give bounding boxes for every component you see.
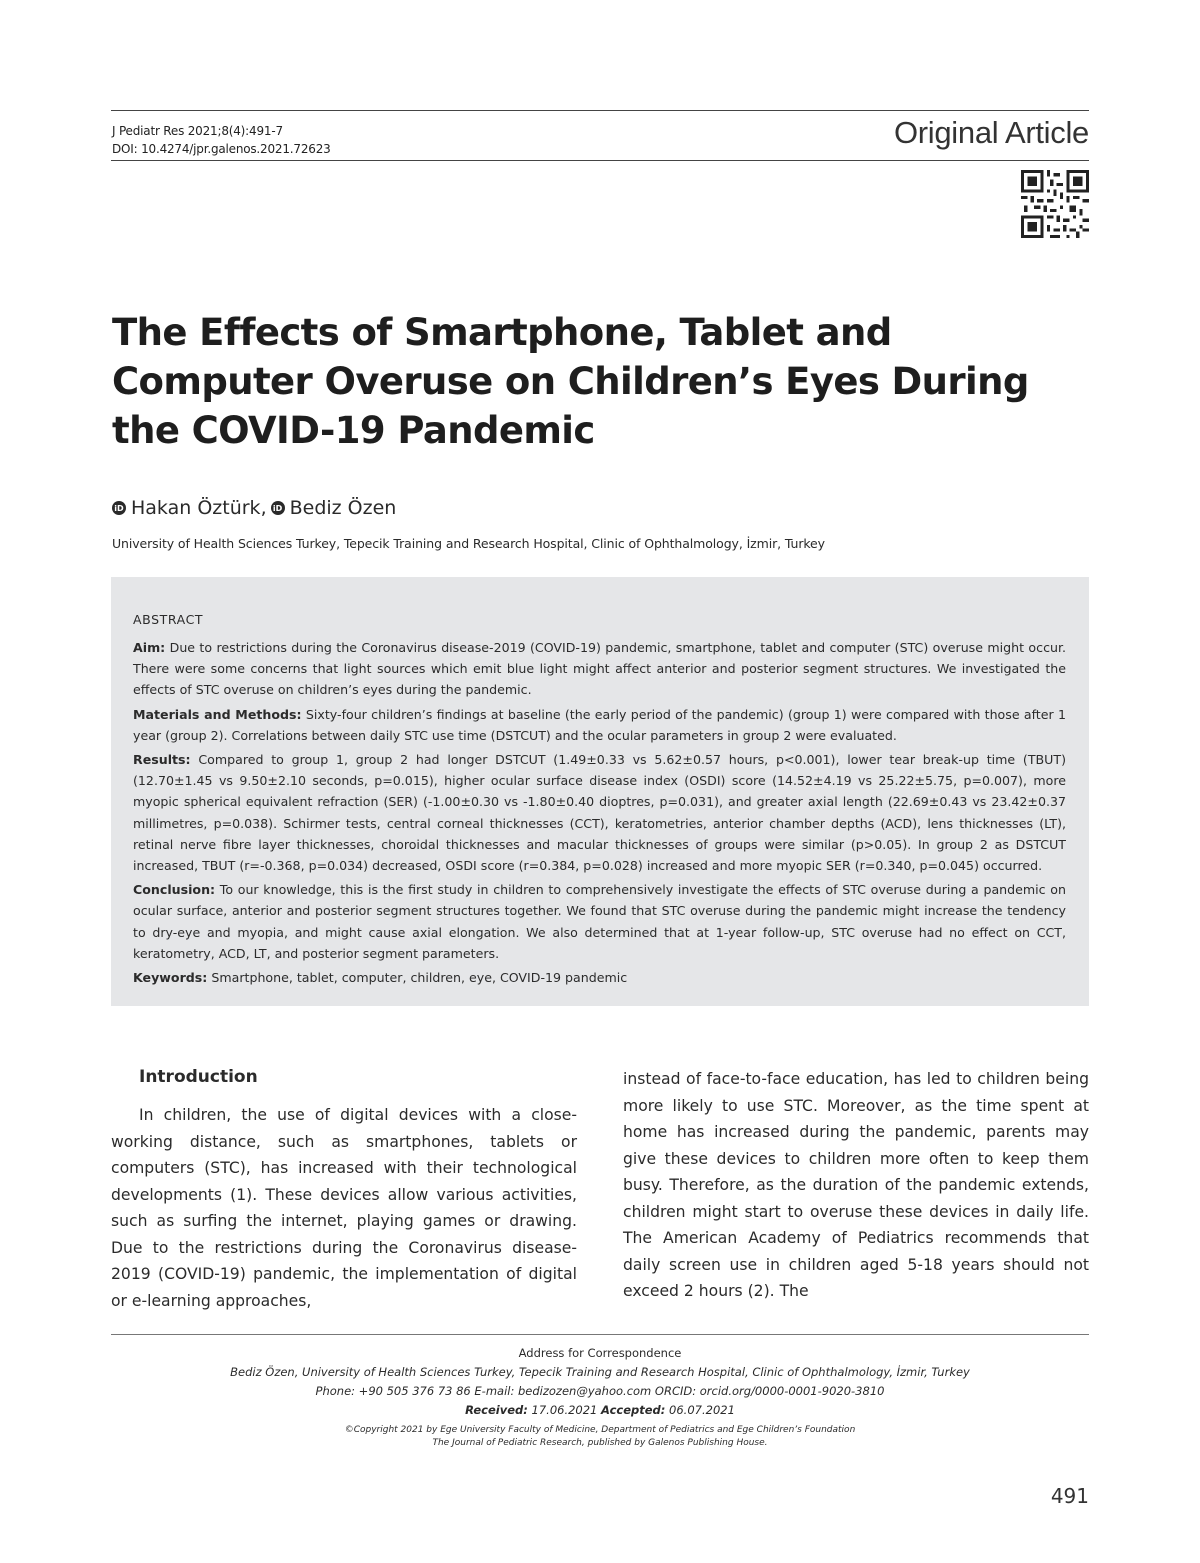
- body-column-right: [623, 1066, 1089, 1305]
- journal-reference: [112, 122, 331, 158]
- publisher-line: The Journal of Pediatric Research, published by Galenos Publishing House.: [432, 1438, 768, 1448]
- copyright-line: ©Copyright 2021 by Ege University Faculty of Medicine, Department of Pediatrics and Ege Children’s Foundation: [344, 1425, 856, 1435]
- intro-paragraph-left: In children, the use of digital devices with a close-working distance, such as smartphones, tablets or computers (STC), has increased with their technological developments (1). These devices allow various activities, such as surfing the internet, playing games or drawing. Due to the restrictions during the Coronavirus disease-2019 (COVID-19) pandemic, the implementation of digital or e-learning approaches,: [111, 1106, 577, 1310]
- introduction-heading: Introduction: [139, 1067, 258, 1087]
- dates-line: [111, 1401, 1089, 1420]
- accepted-label: Accepted:: [601, 1403, 666, 1417]
- received-label: Received:: [465, 1403, 528, 1417]
- abstract-conclusion: [133, 879, 1066, 964]
- author-separator: ,: [260, 497, 267, 519]
- abstract-heading: ABSTRACT: [133, 612, 204, 627]
- abstract-keywords: [133, 967, 1066, 988]
- author-name: Bediz Özen: [289, 497, 397, 519]
- correspondence-heading: Address for Correspondence: [518, 1346, 682, 1360]
- orcid-icon[interactable]: iD: [271, 501, 285, 515]
- intro-paragraph-right: instead of face-to-face education, has led to children being more likely to use STC. Moreover, as the time spent at home has increased during the pandemic, parents may give these devices to children more often to keep them busy. Therefore, as the duration of the pandemic extends, children might start to overuse these devices in daily life. The American Academy of Pediatrics recommends that daily screen use in children aged 5-18 years should not exceed 2 hours (2). The: [623, 1070, 1089, 1300]
- header-bottom-rule: [111, 160, 1089, 161]
- results-text: Compared to group 1, group 2 had longer DSTCUT (1.49±0.33 vs 5.62±0.57 hours, p<0.001), lower tear break-up time (TBUT) (12.70±1.45 vs 9.50±2.10 seconds, p=0.015), higher ocular surface disease index (OSDI) score (14.52±4.19 vs 25.22±5.75, p=0.007), more myopic spherical equivalent refraction (SER) (-1.00±0.30 vs -1.80±0.40 dioptres, p=0.031), and greater axial length (22.69±0.43 vs 23.42±0.37 millimetres, p=0.038). Schirmer tests, central corneal thicknesses (CCT), keratometries, anterior chamber depths (ACD), lens thicknesses (LT), retinal nerve fibre layer thicknesses, choroidal thicknesses and macular thicknesses of groups were similar (p>0.05). In group 2 as DSTCUT increased, TBUT (r=-0.368, p=0.034) decreased, OSDI score (r=0.384, p=0.028) increased and more myopic SER (r=0.340, p=0.045) occurred.: [133, 752, 1066, 874]
- author-affiliation: University of Health Sciences Turkey, Tepecik Training and Research Hospital, Clinic of Ophthalmology, İzmir, Turkey: [112, 536, 825, 551]
- conclusion-text: To our knowledge, this is the first study in children to comprehensively investigate the effects of STC overuse during a pandemic on ocular surface, anterior and posterior segment structures together. We found that STC overuse during the pandemic might increase the tendency to dry-eye and myopia, and might cause axial elongation. We also determined that at 1-year follow-up, STC overuse had no effect on CCT, keratometry, ACD, LT, and posterior segment parameters.: [133, 882, 1066, 961]
- footer-rule: [111, 1334, 1089, 1335]
- correspondence-contact: Phone: +90 505 376 73 86 E-mail: bedizozen@yahoo.com ORCID: orcid.org/0000-0001-9020-3810: [315, 1384, 885, 1398]
- aim-text: Due to restrictions during the Coronavirus disease-2019 (COVID-19) pandemic, smartphone, tablet and computer (STC) overuse might occur. There were some concerns that light sources which emit blue light might affect anterior and posterior segment structures. We investigated the effects of STC overuse on children’s eyes during the pandemic.: [133, 640, 1066, 698]
- article-title: The Effects of Smartphone, Tablet and Computer Overuse on Children’s Eyes During the COVID-19 Pandemic: [112, 311, 1029, 452]
- methods-label: Materials and Methods:: [133, 706, 302, 722]
- keywords-label: Keywords:: [133, 970, 208, 986]
- qr-code-icon: [1021, 170, 1089, 238]
- header-top-rule: [111, 110, 1089, 111]
- abstract-results: [133, 749, 1066, 876]
- body-column-left: [111, 1102, 577, 1314]
- author-list: [112, 497, 396, 519]
- received-date: 17.06.2021: [531, 1403, 598, 1417]
- methods-text: Sixty-four children’s findings at baseline (the early period of the pandemic) (group 1) were compared with those after 1 year (group 2). Correlations between daily STC use time (DSTCUT) and the ocular parameters in group 2 were evaluated.: [133, 706, 1067, 743]
- keywords-text: Smartphone, tablet, computer, children, eye, COVID-19 pandemic: [211, 970, 628, 986]
- copyright-notice: [111, 1424, 1089, 1450]
- article-type-label: Original Article: [893, 115, 1089, 150]
- accepted-date: 06.07.2021: [669, 1403, 735, 1417]
- page-number: 491: [1050, 1484, 1089, 1508]
- abstract-body: [133, 637, 1066, 991]
- aim-label: Aim:: [133, 640, 166, 655]
- author-name: Hakan Öztürk: [131, 497, 261, 519]
- results-label: Results:: [133, 752, 191, 768]
- correspondence-address: Bediz Özen, University of Health Sciences Turkey, Tepecik Training and Research Hospital, Clinic of Ophthalmology, İzmir, Turkey: [230, 1365, 970, 1379]
- abstract-box: [111, 577, 1089, 1006]
- orcid-icon[interactable]: iD: [112, 501, 126, 515]
- abstract-methods: [133, 704, 1066, 746]
- correspondence-footer: [111, 1344, 1089, 1450]
- doi-link[interactable]: DOI: 10.4274/jpr.galenos.2021.72623: [112, 142, 331, 156]
- conclusion-label: Conclusion:: [133, 882, 216, 898]
- journal-citation: J Pediatr Res 2021;8(4):491-7: [112, 124, 283, 138]
- abstract-aim: [133, 637, 1066, 701]
